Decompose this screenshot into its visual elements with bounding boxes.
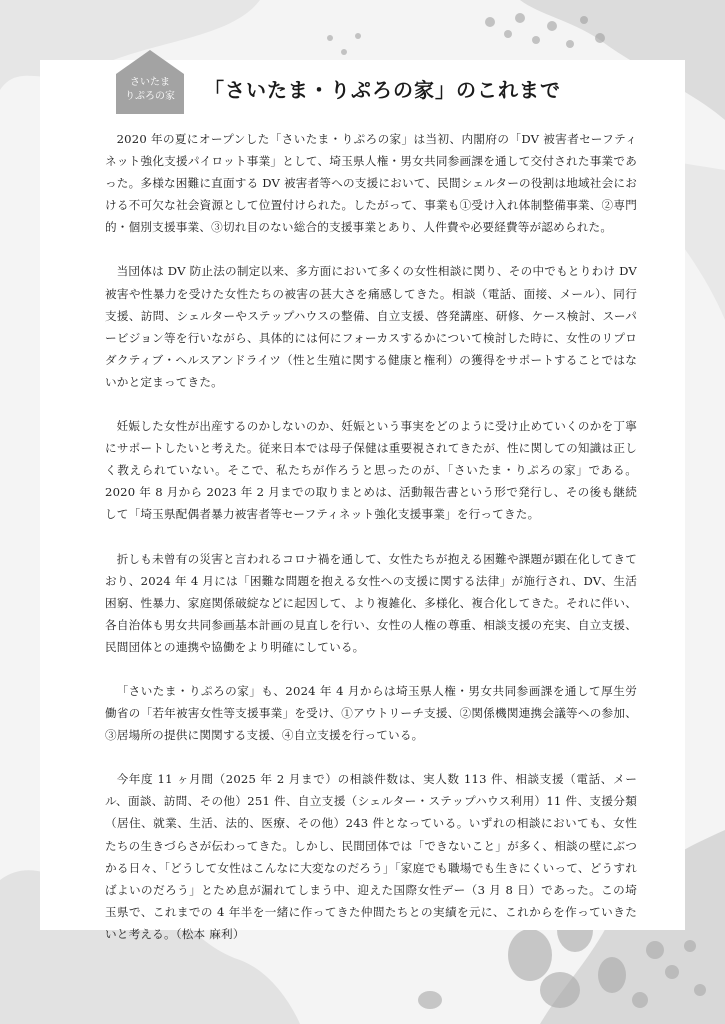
paragraph: 「さいたま・りぷろの家」も、2024 年 4 月からは埼玉県人権・男女共同参画課を通して厚生労働省の「若年被害女性等支援事業」を受け、①アウトリーチ支援、②関係機関連携会議等への参加、③居場所の提供に関関する支援、④自立支援を行っている。 (105, 683, 637, 743)
page-title: 「さいたま・りぷろの家」のこれまで (204, 78, 561, 102)
paragraph: 当団体は DV 防止法の制定以来、多方面において多くの女性相談に関り、その中でもとりわけ DV 被害や性暴力を受けた女性たちの被害の甚大さを痛感してきた。相談（電話、面接、メール）、同行支援、訪問、シェルターやステップハウスの整備、自立支援、啓発講座、研修、ケース検討、スーパービジョン等を行いながら、具体的には何にフォーカスするかについて検討した時に、女性のリプロダクティブ・ヘルスアンドライツ（性と生殖に関する健康と権利）の獲得をサポートすることではないかと定まってきた。 (105, 264, 637, 389)
paragraph: 折しも未曾有の災害と言われるコロナ禍を通して、女性たちが抱える困難や課題が顕在化してきており、2024 年 4 月には「困難な問題を抱える女性への支援に関する法律」が施行され、DV、生活困窮、性暴力、家庭関係破綻などに起因して、より複雑化、多様化、複合化してきた。それに伴い、各自治体も男女共同参画基本計画の見直しを行い、女性の人権の尊重、相談支援の充実、自立支援、民間団体との連携や協働をより明確にしている。 (105, 551, 637, 654)
badge-label (114, 76, 186, 104)
badge-line-1: さいたま (130, 77, 170, 88)
paragraph: 今年度 11 ヶ月間（2025 年 2 月まで）の相談件数は、実人数 113 件、相談支援（電話、メール、面談、訪問、その他）251 件、自立支援（シェルター・ステップハウス利用）11 件、支援分類（居住、就業、生活、法的、医療、その他）243 件となっている。いずれの相談においても、女性たちの生きづらさが伝わってきた。しかし、民間団体では「できないこと」が多く、相談の壁にぶつかる日々、「どうして女性はこんなに大変なのだろう」「家庭でも職場でも生きにくいって、どうすればよいのだろう」とため息が漏れてしまう中、迎えた国際女性デー（3 月 8 日）であった。この埼玉県で、これまでの 4 年半を一緒に作ってきた仲間たちとの実績を元に、これからを作っていきたいと考える。（松本 麻利） (105, 772, 637, 941)
article-body (105, 128, 637, 967)
paragraph: 妊娠した女性が出産するのかしないのか、妊娠という事実をどのように受け止めていくのかを丁寧にサポートしたいと考えた。従来日本では母子保健は重要視されてきたが、性に関しての知識は正しく教えられていない。そこで、私たちが作ろうと思ったのが、「さいたま・りぷろの家」である。2020 年 8 月から 2023 年 2 月までの取りまとめは、活動報告書という形で発行し、その後も継続して「埼玉県配偶者暴力被害者等セーフティネット強化支援事業」を行ってきた。 (105, 419, 637, 522)
badge-line-2: りぷろの家 (125, 91, 175, 102)
paragraph: 2020 年の夏にオープンした「さいたま・りぷろの家」は当初、内閣府の「DV 被害者セーフティネット強化支援パイロット事業」として、埼玉県人権・男女共同参画課を通して交付された事業であった。多様な困難に直面する DV 被害者等への支援において、民間シェルターの役割は地域社会における不可欠な社会資源として位置付けられた。したがって、事業も①受け入れ体制整備事業、②専門的・個別支援事業、③切れ目のない総合的支援事業とあり、人件費や必要経費等が認められた。 (105, 132, 637, 235)
